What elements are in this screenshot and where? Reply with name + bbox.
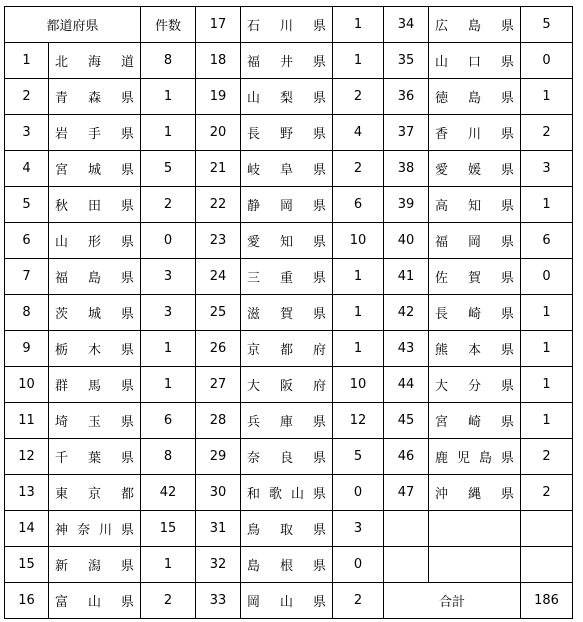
prefecture-number: 38 — [384, 151, 429, 187]
prefecture-count: 8 — [141, 439, 196, 475]
prefecture-count: 6 — [141, 403, 196, 439]
prefecture-count: 6 — [521, 223, 573, 259]
prefecture-number: 19 — [196, 79, 241, 115]
prefecture-name: 大阪府 — [241, 367, 333, 403]
table-row — [5, 511, 573, 547]
prefecture-name: 青森県 — [49, 79, 141, 115]
prefecture-name: 香川県 — [429, 115, 521, 151]
prefecture-count: 3 — [141, 295, 196, 331]
prefecture-name: 静岡県 — [241, 187, 333, 223]
prefecture-name: 滋賀県 — [241, 295, 333, 331]
table-row — [5, 475, 573, 511]
table-row — [5, 295, 573, 331]
prefecture-count: 3 — [141, 259, 196, 295]
prefecture-number: 31 — [196, 511, 241, 547]
prefecture-name: 岐阜県 — [241, 151, 333, 187]
prefecture-number: 4 — [5, 151, 49, 187]
prefecture-name: 北海道 — [49, 43, 141, 79]
prefecture-number: 18 — [196, 43, 241, 79]
prefecture-count: 5 — [521, 7, 573, 43]
prefecture-count: 5 — [333, 439, 384, 475]
prefecture-count: 0 — [333, 475, 384, 511]
table-row — [5, 187, 573, 223]
prefecture-count: 0 — [521, 259, 573, 295]
prefecture-name: 千葉県 — [49, 439, 141, 475]
empty-cell — [384, 547, 429, 583]
count-header: 件数 — [141, 7, 196, 43]
prefecture-count: 12 — [333, 403, 384, 439]
prefecture-count: 10 — [333, 367, 384, 403]
prefecture-count: 2 — [521, 439, 573, 475]
empty-cell — [429, 547, 521, 583]
prefecture-name: 神奈川県 — [49, 511, 141, 547]
prefecture-name: 京都府 — [241, 331, 333, 367]
prefecture-number: 39 — [384, 187, 429, 223]
prefecture-number: 7 — [5, 259, 49, 295]
prefecture-name: 熊本県 — [429, 331, 521, 367]
prefecture-count: 1 — [141, 79, 196, 115]
prefecture-count: 2 — [521, 475, 573, 511]
empty-cell — [521, 547, 573, 583]
table-row — [5, 331, 573, 367]
prefecture-name: 大分県 — [429, 367, 521, 403]
prefecture-number: 22 — [196, 187, 241, 223]
prefecture-count-table — [4, 6, 573, 619]
prefecture-name: 兵庫県 — [241, 403, 333, 439]
prefecture-name: 新潟県 — [49, 547, 141, 583]
prefecture-name: 広島県 — [429, 7, 521, 43]
prefecture-count: 8 — [141, 43, 196, 79]
prefecture-number: 46 — [384, 439, 429, 475]
prefecture-name: 奈良県 — [241, 439, 333, 475]
prefecture-name: 長崎県 — [429, 295, 521, 331]
prefecture-name: 宮城県 — [49, 151, 141, 187]
prefecture-name: 鳥取県 — [241, 511, 333, 547]
prefecture-count: 42 — [141, 475, 196, 511]
prefecture-number: 3 — [5, 115, 49, 151]
prefecture-count: 1 — [521, 403, 573, 439]
prefecture-number: 34 — [384, 7, 429, 43]
prefecture-number: 35 — [384, 43, 429, 79]
prefecture-name: 福井県 — [241, 43, 333, 79]
prefecture-header: 都道府県 — [5, 7, 141, 43]
prefecture-number: 20 — [196, 115, 241, 151]
prefecture-number: 33 — [196, 583, 241, 619]
prefecture-count: 3 — [333, 511, 384, 547]
table-row — [5, 151, 573, 187]
prefecture-number: 17 — [196, 7, 241, 43]
prefecture-name: 石川県 — [241, 7, 333, 43]
prefecture-name: 栃木県 — [49, 331, 141, 367]
prefecture-count: 1 — [521, 187, 573, 223]
prefecture-count: 2 — [333, 151, 384, 187]
prefecture-name: 岡山県 — [241, 583, 333, 619]
table-row — [5, 43, 573, 79]
prefecture-number: 24 — [196, 259, 241, 295]
prefecture-number: 11 — [5, 403, 49, 439]
prefecture-count: 2 — [141, 583, 196, 619]
prefecture-name: 鹿児島県 — [429, 439, 521, 475]
prefecture-number: 25 — [196, 295, 241, 331]
prefecture-number: 37 — [384, 115, 429, 151]
empty-cell — [429, 511, 521, 547]
prefecture-name: 宮崎県 — [429, 403, 521, 439]
prefecture-number: 28 — [196, 403, 241, 439]
table-body — [5, 7, 573, 619]
prefecture-number: 1 — [5, 43, 49, 79]
prefecture-name: 福島県 — [49, 259, 141, 295]
prefecture-name: 山形県 — [49, 223, 141, 259]
prefecture-count: 5 — [141, 151, 196, 187]
prefecture-name: 群馬県 — [49, 367, 141, 403]
prefecture-name: 福岡県 — [429, 223, 521, 259]
prefecture-number: 15 — [5, 547, 49, 583]
prefecture-number: 42 — [384, 295, 429, 331]
prefecture-name: 徳島県 — [429, 79, 521, 115]
prefecture-name: 高知県 — [429, 187, 521, 223]
prefecture-number: 29 — [196, 439, 241, 475]
prefecture-name: 島根県 — [241, 547, 333, 583]
prefecture-number: 45 — [384, 403, 429, 439]
prefecture-number: 27 — [196, 367, 241, 403]
prefecture-number: 2 — [5, 79, 49, 115]
table-row — [5, 403, 573, 439]
prefecture-name: 長野県 — [241, 115, 333, 151]
prefecture-number: 6 — [5, 223, 49, 259]
prefecture-number: 9 — [5, 331, 49, 367]
prefecture-number: 44 — [384, 367, 429, 403]
table-row — [5, 547, 573, 583]
prefecture-name: 三重県 — [241, 259, 333, 295]
prefecture-name: 埼玉県 — [49, 403, 141, 439]
prefecture-name: 東京都 — [49, 475, 141, 511]
prefecture-name: 佐賀県 — [429, 259, 521, 295]
prefecture-name: 愛媛県 — [429, 151, 521, 187]
prefecture-number: 12 — [5, 439, 49, 475]
table-row — [5, 223, 573, 259]
prefecture-name: 岩手県 — [49, 115, 141, 151]
header-row — [5, 7, 573, 43]
prefecture-number: 23 — [196, 223, 241, 259]
prefecture-count: 4 — [333, 115, 384, 151]
table-row — [5, 79, 573, 115]
prefecture-number: 8 — [5, 295, 49, 331]
prefecture-count: 0 — [521, 43, 573, 79]
prefecture-count: 1 — [521, 367, 573, 403]
total-value: 186 — [521, 583, 573, 619]
prefecture-count: 2 — [333, 79, 384, 115]
prefecture-name: 愛知県 — [241, 223, 333, 259]
prefecture-count: 1 — [333, 331, 384, 367]
prefecture-name: 山口県 — [429, 43, 521, 79]
prefecture-count: 1 — [521, 79, 573, 115]
prefecture-count: 2 — [521, 115, 573, 151]
prefecture-number: 30 — [196, 475, 241, 511]
prefecture-number: 32 — [196, 547, 241, 583]
prefecture-number: 41 — [384, 259, 429, 295]
prefecture-name: 和歌山県 — [241, 475, 333, 511]
prefecture-count: 1 — [333, 7, 384, 43]
prefecture-name: 山梨県 — [241, 79, 333, 115]
prefecture-count: 1 — [521, 295, 573, 331]
prefecture-count: 3 — [521, 151, 573, 187]
prefecture-count: 2 — [141, 187, 196, 223]
prefecture-name: 富山県 — [49, 583, 141, 619]
prefecture-number: 14 — [5, 511, 49, 547]
total-label: 合計 — [384, 583, 521, 619]
prefecture-number: 16 — [5, 583, 49, 619]
prefecture-count: 0 — [141, 223, 196, 259]
prefecture-number: 43 — [384, 331, 429, 367]
prefecture-count: 1 — [141, 115, 196, 151]
table-row — [5, 439, 573, 475]
prefecture-number: 47 — [384, 475, 429, 511]
prefecture-number: 36 — [384, 79, 429, 115]
empty-cell — [521, 511, 573, 547]
prefecture-name: 沖縄県 — [429, 475, 521, 511]
prefecture-count: 1 — [333, 295, 384, 331]
prefecture-number: 13 — [5, 475, 49, 511]
prefecture-number: 40 — [384, 223, 429, 259]
prefecture-count: 6 — [333, 187, 384, 223]
prefecture-number: 10 — [5, 367, 49, 403]
empty-cell — [384, 511, 429, 547]
prefecture-count: 2 — [333, 583, 384, 619]
prefecture-count: 1 — [141, 331, 196, 367]
prefecture-count: 1 — [333, 259, 384, 295]
table-row — [5, 583, 573, 619]
table-row — [5, 115, 573, 151]
prefecture-name: 秋田県 — [49, 187, 141, 223]
prefecture-count: 1 — [521, 331, 573, 367]
table-row — [5, 259, 573, 295]
prefecture-count: 1 — [141, 367, 196, 403]
prefecture-count: 10 — [333, 223, 384, 259]
prefecture-name: 茨城県 — [49, 295, 141, 331]
prefecture-number: 5 — [5, 187, 49, 223]
prefecture-number: 26 — [196, 331, 241, 367]
table-row — [5, 367, 573, 403]
prefecture-count: 1 — [141, 547, 196, 583]
prefecture-count: 0 — [333, 547, 384, 583]
prefecture-number: 21 — [196, 151, 241, 187]
prefecture-count: 1 — [333, 43, 384, 79]
prefecture-count: 15 — [141, 511, 196, 547]
